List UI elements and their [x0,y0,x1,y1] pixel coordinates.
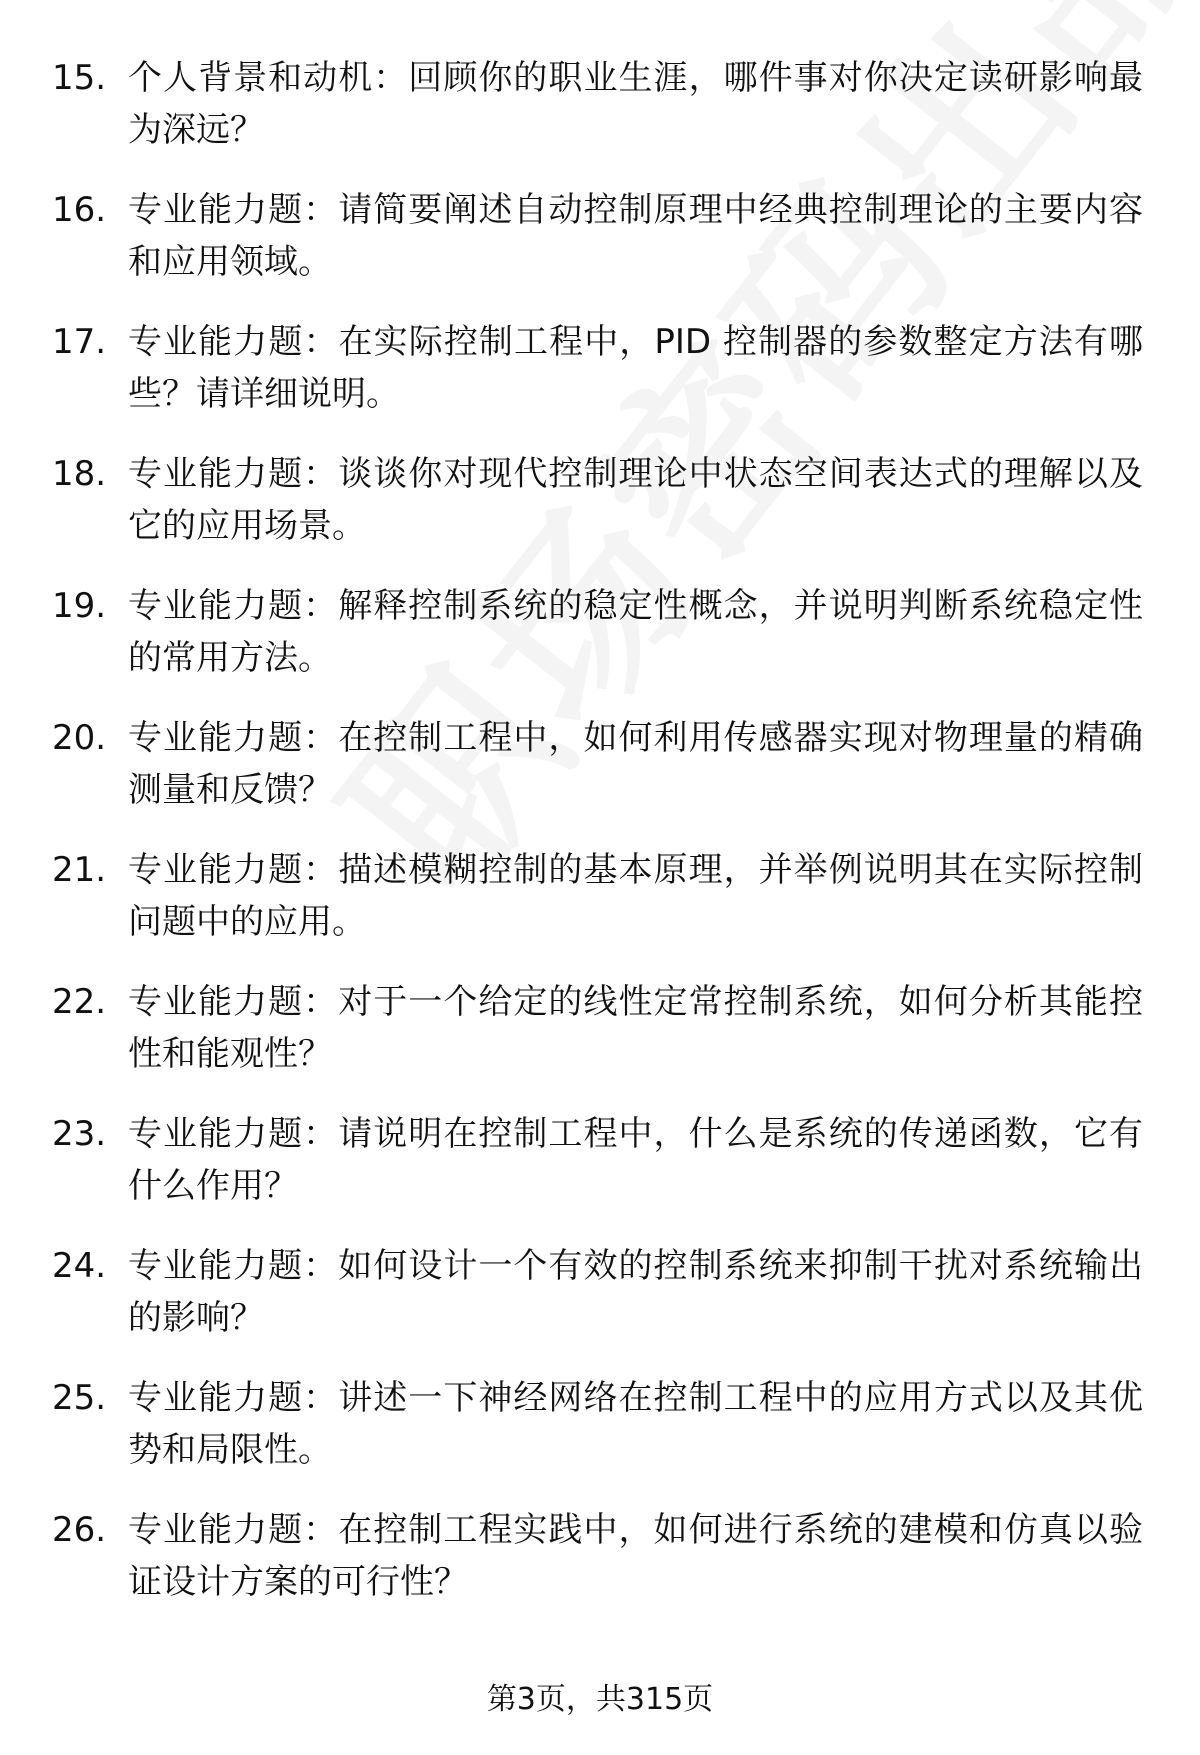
question-number: 26. [52,1510,107,1550]
question-number: 22. [52,982,107,1022]
question-item [0,184,1200,316]
question-number: 19. [52,586,107,626]
question-number: 16. [52,190,107,230]
question-item [0,844,1200,976]
question-text: 专业能力题：请说明在控制工程中，什么是系统的传递函数，它有什么作用？ [128,1114,1143,1206]
question-list [0,52,1200,1636]
question-item [0,448,1200,580]
question-item [0,1240,1200,1372]
question-item [0,580,1200,712]
question-item [0,976,1200,1108]
question-number: 20. [52,718,107,758]
question-item [0,1108,1200,1240]
question-item [0,712,1200,844]
question-number: 24. [52,1246,107,1286]
question-text: 个人背景和动机：回顾你的职业生涯，哪件事对你决定读研影响最为深远？ [128,58,1143,150]
page-footer: 第3页，共315页 [486,1682,714,1717]
question-text: 专业能力题：在控制工程中，如何利用传感器实现对物理量的精确测量和反馈？ [128,718,1143,810]
question-text: 专业能力题：在实际控制工程中，PID 控制器的参数整定方法有哪些？请详细说明。 [128,322,1143,414]
question-text: 专业能力题：解释控制系统的稳定性概念，并说明判断系统稳定性的常用方法。 [128,586,1143,678]
question-number: 25. [52,1378,107,1418]
question-number: 21. [52,850,107,890]
question-item [0,316,1200,448]
question-text: 专业能力题：请简要阐述自动控制原理中经典控制理论的主要内容和应用领域。 [128,190,1143,282]
question-item [0,1372,1200,1504]
question-number: 23. [52,1114,107,1154]
question-number: 17. [52,322,107,362]
question-number: 18. [52,454,107,494]
question-text: 专业能力题：对于一个给定的线性定常控制系统，如何分析其能控性和能观性？ [128,982,1143,1074]
question-text: 专业能力题：在控制工程实践中，如何进行系统的建模和仿真以验证设计方案的可行性？ [128,1510,1143,1602]
question-number: 15. [52,58,107,98]
question-text: 专业能力题：描述模糊控制的基本原理，并举例说明其在实际控制问题中的应用。 [128,850,1143,942]
question-text: 专业能力题：如何设计一个有效的控制系统来抑制干扰对系统输出的影响？ [128,1246,1143,1338]
question-item [0,52,1200,184]
question-text: 专业能力题：讲述一下神经网络在控制工程中的应用方式以及其优势和局限性。 [128,1378,1143,1470]
question-text: 专业能力题：谈谈你对现代控制理论中状态空间表达式的理解以及它的应用场景。 [128,454,1143,546]
question-item [0,1504,1200,1636]
